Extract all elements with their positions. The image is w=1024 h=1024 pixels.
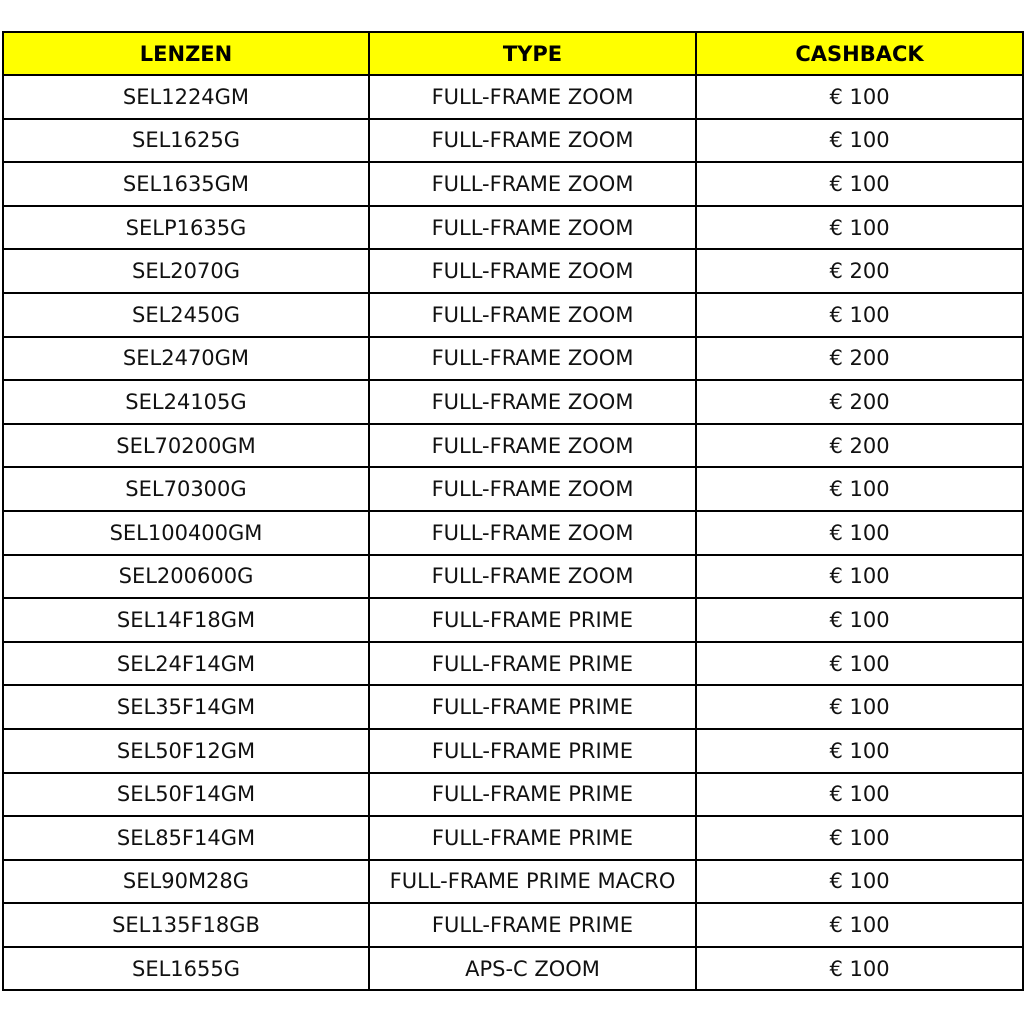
cashback-table	[2, 31, 1024, 991]
lens-type-cell: FULL-FRAME PRIME	[369, 773, 696, 817]
cashback-amount-cell: € 100	[696, 75, 1023, 119]
lens-model-cell: SEL35F14GM	[3, 685, 369, 729]
table-row	[3, 162, 1023, 206]
table-row	[3, 511, 1023, 555]
lens-type-cell: FULL-FRAME PRIME	[369, 903, 696, 947]
lens-model-cell: SEL1625G	[3, 119, 369, 163]
table-row	[3, 773, 1023, 817]
lens-model-cell: SEL50F12GM	[3, 729, 369, 773]
cashback-amount-cell: € 100	[696, 293, 1023, 337]
cashback-amount-cell: € 100	[696, 162, 1023, 206]
lens-type-cell: APS-C ZOOM	[369, 947, 696, 991]
lens-model-cell: SEL100400GM	[3, 511, 369, 555]
cashback-amount-cell: € 100	[696, 685, 1023, 729]
table-row	[3, 467, 1023, 511]
lens-type-cell: FULL-FRAME PRIME	[369, 642, 696, 686]
cashback-amount-cell: € 100	[696, 773, 1023, 817]
cashback-amount-cell: € 200	[696, 380, 1023, 424]
cashback-amount-cell: € 100	[696, 903, 1023, 947]
lens-type-cell: FULL-FRAME ZOOM	[369, 511, 696, 555]
lens-type-cell: FULL-FRAME ZOOM	[369, 555, 696, 599]
lens-model-cell: SEL1655G	[3, 947, 369, 991]
table-row	[3, 903, 1023, 947]
table-row	[3, 337, 1023, 381]
lens-model-cell: SEL70200GM	[3, 424, 369, 468]
column-header-lenzen: LENZEN	[3, 32, 369, 75]
table-row	[3, 119, 1023, 163]
lens-type-cell: FULL-FRAME PRIME MACRO	[369, 860, 696, 904]
lens-model-cell: SEL70300G	[3, 467, 369, 511]
table-row	[3, 293, 1023, 337]
lens-type-cell: FULL-FRAME ZOOM	[369, 380, 696, 424]
cashback-amount-cell: € 100	[696, 467, 1023, 511]
cashback-amount-cell: € 200	[696, 337, 1023, 381]
cashback-amount-cell: € 100	[696, 511, 1023, 555]
table-row	[3, 860, 1023, 904]
lens-type-cell: FULL-FRAME ZOOM	[369, 75, 696, 119]
table-row	[3, 816, 1023, 860]
table-row	[3, 642, 1023, 686]
lens-type-cell: FULL-FRAME ZOOM	[369, 293, 696, 337]
lens-type-cell: FULL-FRAME ZOOM	[369, 467, 696, 511]
cashback-amount-cell: € 100	[696, 206, 1023, 250]
lens-type-cell: FULL-FRAME ZOOM	[369, 119, 696, 163]
cashback-amount-cell: € 200	[696, 249, 1023, 293]
lens-type-cell: FULL-FRAME PRIME	[369, 729, 696, 773]
lens-type-cell: FULL-FRAME ZOOM	[369, 424, 696, 468]
cashback-amount-cell: € 100	[696, 119, 1023, 163]
lens-model-cell: SEL2450G	[3, 293, 369, 337]
table-row	[3, 947, 1023, 991]
lens-model-cell: SEL85F14GM	[3, 816, 369, 860]
cashback-amount-cell: € 100	[696, 860, 1023, 904]
lens-model-cell: SEL200600G	[3, 555, 369, 599]
header-row	[3, 32, 1023, 75]
lens-model-cell: SEL14F18GM	[3, 598, 369, 642]
cashback-amount-cell: € 100	[696, 816, 1023, 860]
lens-type-cell: FULL-FRAME ZOOM	[369, 206, 696, 250]
lens-model-cell: SEL24F14GM	[3, 642, 369, 686]
table-body	[3, 75, 1023, 990]
table-row	[3, 249, 1023, 293]
cashback-amount-cell: € 100	[696, 598, 1023, 642]
lens-type-cell: FULL-FRAME ZOOM	[369, 162, 696, 206]
table-row	[3, 598, 1023, 642]
lens-model-cell: SEL135F18GB	[3, 903, 369, 947]
table-row	[3, 75, 1023, 119]
lens-model-cell: SEL24105G	[3, 380, 369, 424]
table-row	[3, 424, 1023, 468]
table-row	[3, 729, 1023, 773]
lens-model-cell: SELP1635G	[3, 206, 369, 250]
lens-model-cell: SEL2070G	[3, 249, 369, 293]
lens-type-cell: FULL-FRAME ZOOM	[369, 337, 696, 381]
lens-model-cell: SEL1224GM	[3, 75, 369, 119]
cashback-amount-cell: € 100	[696, 555, 1023, 599]
lens-type-cell: FULL-FRAME PRIME	[369, 598, 696, 642]
lens-type-cell: FULL-FRAME PRIME	[369, 816, 696, 860]
cashback-amount-cell: € 100	[696, 947, 1023, 991]
lens-model-cell: SEL1635GM	[3, 162, 369, 206]
lens-type-cell: FULL-FRAME PRIME	[369, 685, 696, 729]
lens-model-cell: SEL50F14GM	[3, 773, 369, 817]
table-header	[3, 32, 1023, 75]
lens-type-cell: FULL-FRAME ZOOM	[369, 249, 696, 293]
table-row	[3, 555, 1023, 599]
table-row	[3, 206, 1023, 250]
cashback-amount-cell: € 200	[696, 424, 1023, 468]
cashback-amount-cell: € 100	[696, 729, 1023, 773]
table-row	[3, 380, 1023, 424]
column-header-cashback: CASHBACK	[696, 32, 1023, 75]
column-header-type: TYPE	[369, 32, 696, 75]
table-row	[3, 685, 1023, 729]
cashback-amount-cell: € 100	[696, 642, 1023, 686]
lens-model-cell: SEL2470GM	[3, 337, 369, 381]
lens-model-cell: SEL90M28G	[3, 860, 369, 904]
